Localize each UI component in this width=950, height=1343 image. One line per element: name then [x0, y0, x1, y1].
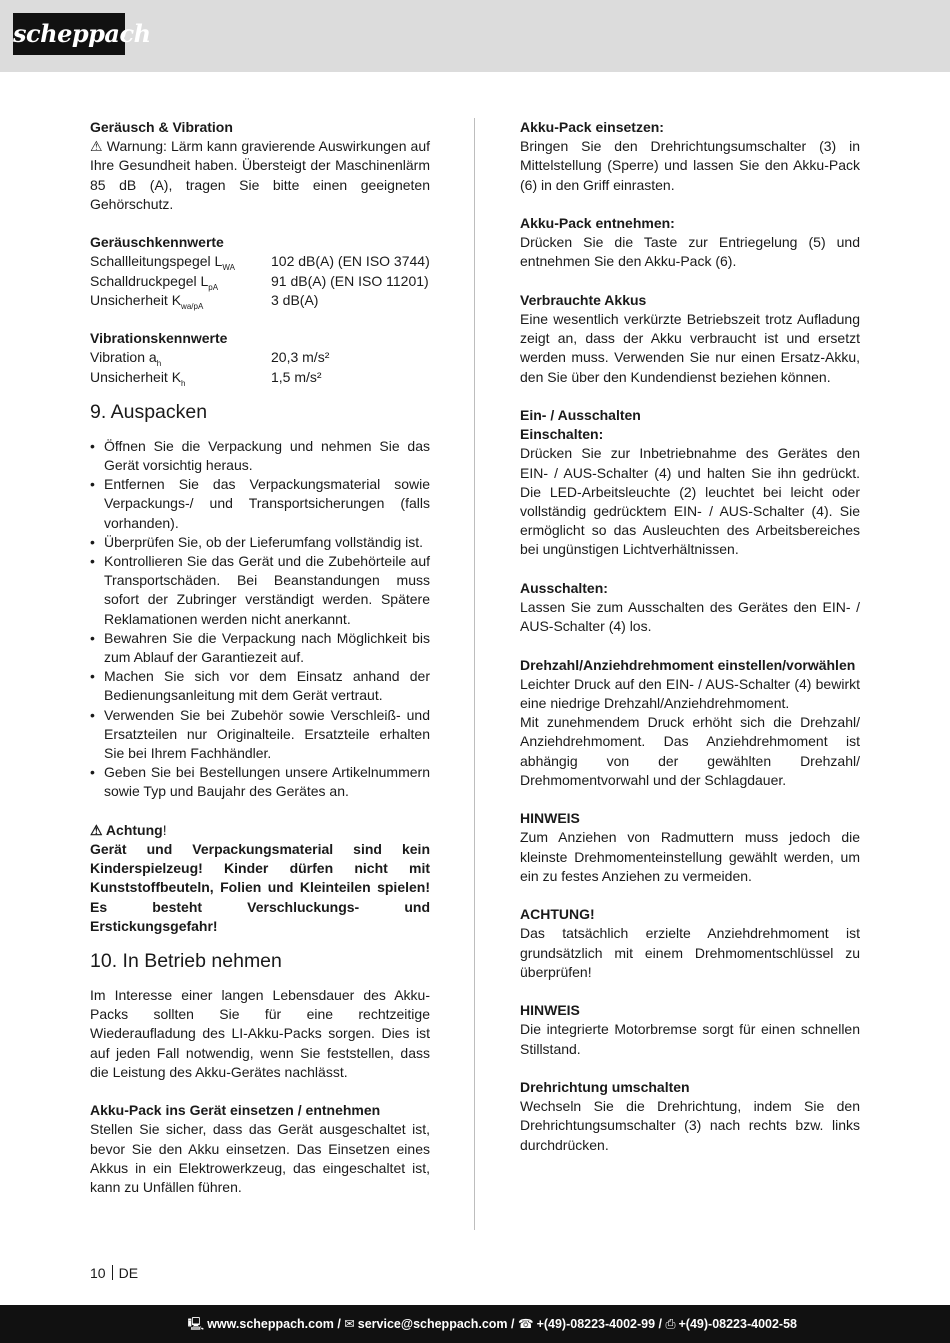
section-10-text: Im Interesse einer langen Lebensdauer des Akku-Packs sollten Sie für eine rechtzeitige Wiederaufladung des LI-Akku-Packs sorgen. Dies ist auf jeden Fall notwendig, wenn Sie feststellen, dass die Leistung des Akku-Gerätes nachlässt. — [90, 987, 430, 1080]
attention-title: ACHTUNG! — [520, 906, 595, 923]
caution-text: Gerät und Verpackungsmaterial sind kein Kinderspielzeug! Kinder dürfen nicht mit Kunststoffbeuteln, Folien und Kleinteilen spielen! Es besteht Verschluckungs- und Erstickungsgefahr! — [90, 841, 430, 934]
noise-label: Unsicherheit K — [90, 291, 182, 308]
page-number-separator — [112, 1265, 113, 1280]
left-column — [90, 118, 430, 1197]
page-header — [0, 0, 950, 72]
switch-off-title: Ausschalten: — [520, 579, 608, 596]
fax-icon: ⎙ — [665, 1317, 676, 1331]
scheppach-logo: scheppach — [13, 13, 125, 55]
list-item: • Entfernen Sie das Verpackungsmaterial sowie Verpackungs-/ und Transportsicherungen (falls vorhanden). — [90, 475, 430, 533]
noise-value: 3 dB(A) — [271, 291, 319, 308]
hint-1-title: HINWEIS — [520, 810, 580, 827]
hint-1-text: Zum Anziehen von Radmuttern muss jedoch die kleinste Drehmomenteinstellung gewählt werden, um ein zu festes Anziehen zu vermeiden. — [520, 829, 860, 884]
vibration-value-row — [90, 348, 430, 367]
vibration-value: 1,5 m/s² — [271, 368, 322, 385]
contact-footer — [0, 1305, 950, 1343]
noise-value-row — [90, 291, 430, 310]
right-column — [520, 118, 860, 1155]
list-item: • Kontrollieren Sie das Gerät und die Zubehörteile auf Transportschäden. Bei Beanstandungen muss sofort der Zubringer verständigt werden. Spätere Reklamationen werden nicht anerkannt. — [90, 552, 430, 629]
noise-title: Geräusch & Vibration — [90, 119, 233, 135]
computer-icon: 🖳 — [187, 1317, 205, 1331]
insert-remove-text: Stellen Sie sicher, dass das Gerät ausgeschaltet ist, bevor Sie den Akku einsetzen. Das Einsetzen eines Akkus in ein Elektrowerkzeug, das eingeschaltet ist, kann zu Unfällen führen. — [90, 1121, 430, 1196]
envelope-icon: ✉ — [344, 1317, 355, 1331]
insert-text: Bringen Sie den Drehrichtungsumschalter (3) in Mittelstellung (Sperre) und lassen Sie den Akku-Pack (6) in den Griff einrasten. — [520, 138, 860, 193]
vibration-values-title: Vibrationskennwerte — [90, 330, 228, 347]
insert-title: Akku-Pack einsetzen: — [520, 119, 664, 135]
phone-icon: ☎ — [517, 1317, 534, 1331]
website-link[interactable]: www.scheppach.com / — [207, 1317, 341, 1331]
noise-values-title: Geräuschkennwerte — [90, 234, 224, 251]
caution-mark: ! — [162, 821, 167, 838]
remove-title: Akku-Pack entnehmen: — [520, 215, 675, 231]
hint-2-title: HINWEIS — [520, 1002, 580, 1019]
language-code: DE — [118, 1265, 139, 1281]
noise-value: 91 dB(A) (EN ISO 11201) — [271, 272, 429, 289]
speed-torque-title: Drehzahl/Anziehdrehmoment einstellen/vorwählen — [520, 656, 856, 673]
caution-heading — [90, 821, 430, 840]
page-number — [90, 1264, 138, 1283]
vibration-label: Unsicherheit K — [90, 368, 182, 385]
section-9-heading: 9. Auspacken — [90, 400, 208, 423]
speed-torque-text-2: Mit zunehmendem Druck erhöht sich die Drehzahl/ Anziehdrehmoment. Das Anziehdrehmoment ist abhängig von der gewählten Drehzahl/ Drehmomentvorwahl und der Schlagdauer. — [520, 714, 860, 788]
attention-text: Das tatsächlich erzielte Anziehdrehmoment ist grundsätzlich mit einem Drehmomentschlüssel zu überprüfen! — [520, 925, 860, 980]
noise-label: Schallleitungspegel L — [90, 253, 223, 270]
noise-label-sub: pA — [208, 282, 219, 292]
noise-label-sub: WA — [222, 263, 235, 273]
on-off-title: Ein- / Ausschalten — [520, 407, 641, 423]
insert-remove-title: Akku-Pack ins Gerät einsetzen / entnehmen — [90, 1102, 381, 1119]
caution-label: ⚠ Achtung — [90, 821, 163, 838]
list-item: • Bewahren Sie die Verpackung nach Möglichkeit bis zum Ablauf der Garantiezeit auf. — [90, 629, 430, 667]
vibration-label: Vibration a — [90, 349, 157, 366]
noise-value: 102 dB(A) (EN ISO 3744) — [271, 253, 430, 270]
page-number-value: 10 — [90, 1265, 106, 1281]
vibration-value: 20,3 m/s² — [271, 349, 330, 366]
unpacking-list — [90, 437, 430, 802]
vibration-label-sub: h — [156, 359, 162, 369]
column-divider — [474, 118, 475, 1230]
noise-label: Schalldruckpegel L — [90, 272, 209, 289]
direction-text: Wechseln Sie die Drehrichtung, indem Sie den Drehrichtungsumschalter (3) nach rechts bzw. links durchdrücken. — [520, 1098, 860, 1153]
list-item: • Öffnen Sie die Verpackung und nehmen Sie das Gerät vorsichtig heraus. — [90, 437, 430, 475]
hint-2-text: Die integrierte Motorbremse sorgt für einen schnellen Stillstand. — [520, 1021, 860, 1057]
speed-torque-text-1: Leichter Druck auf den EIN- / AUS-Schalter (4) bewirkt eine niedrige Drehzahl/Anziehdrehmoment. — [520, 675, 860, 712]
phone-number: +(49)-08223-4002-99 / — [536, 1317, 662, 1331]
vibration-label-sub: h — [181, 378, 186, 388]
switch-on-title: Einschalten: — [520, 426, 604, 443]
list-item: • Machen Sie sich vor dem Einsatz anhand der Bedienungsanleitung mit dem Gerät vertraut. — [90, 667, 430, 705]
fax-number: +(49)-08223-4002-58 — [678, 1317, 797, 1331]
noise-value-row — [90, 252, 430, 271]
list-item: • Überprüfen Sie, ob der Lieferumfang vollständig ist. — [90, 533, 430, 552]
noise-label-sub: wa/pA — [181, 301, 204, 311]
list-item: • Verwenden Sie bei Zubehör sowie Verschleiß- und Ersatzteilen nur Originalteile. Ersatzteile erhalten Sie bei Ihrem Fachhändler. — [90, 706, 430, 764]
switch-on-text: Drücken Sie zur Inbetriebnahme des Gerätes den EIN- / AUS-Schalter (4) und halten Sie ihn gedrückt. Die LED-Arbeitsleuchte (2) leuchtet bei leicht oder vollständig gedrücktem EIN- / AUS-Schalter (4). Sie ermöglicht so das Ausleuchten des Arbeitsbereiches bei ungünstigen Lichtverhältnissen. — [520, 445, 860, 558]
used-batteries-title: Verbrauchte Akkus — [520, 291, 647, 308]
noise-value-row — [90, 272, 430, 291]
vibration-value-row — [90, 368, 430, 387]
section-10-heading: 10. In Betrieb nehmen — [90, 950, 282, 973]
direction-title: Drehrichtung umschalten — [520, 1079, 690, 1096]
switch-off-text: Lassen Sie zum Ausschalten des Gerätes den EIN- / AUS-Schalter (4) los. — [520, 599, 860, 635]
used-batteries-text: Eine wesentlich verkürzte Betriebszeit trotz Aufladung zeigt an, dass der Akku verbraucht ist und ersetzt werden muss. Verwenden Sie nur einen Ersatz-Akku, den Sie über den Kundendienst beziehen können. — [520, 311, 860, 385]
email-link[interactable]: service@scheppach.com / — [357, 1317, 515, 1331]
list-item: • Geben Sie bei Bestellungen unsere Artikelnummern sowie Typ und Baujahr des Gerätes an. — [90, 763, 430, 801]
remove-text: Drücken Sie die Taste zur Entriegelung (5) und entnehmen Sie den Akku-Pack (6). — [520, 234, 860, 270]
noise-warning: ⚠ Warnung: Lärm kann gravierende Auswirkungen auf Ihre Gesundheit haben. Übersteigt der Maschinenlärm 85 dB (A), tragen Sie bitte einen geeigneten Gehörschutz. — [90, 138, 430, 212]
